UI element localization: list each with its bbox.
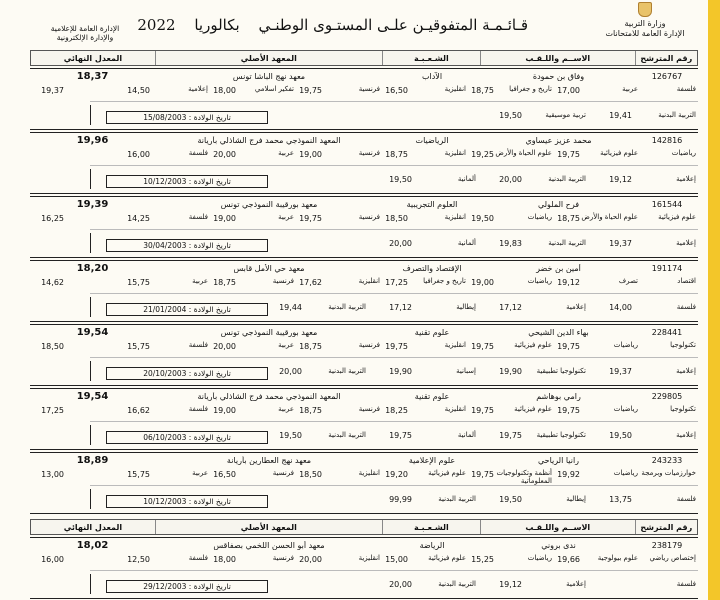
col-id: رقم المترشح <box>635 51 697 65</box>
row-divider <box>90 485 698 486</box>
subject-label: علوم فيزيائية <box>514 341 552 349</box>
subject-label: فرنسية <box>358 341 380 349</box>
subject-score: 19,12 <box>499 580 522 589</box>
birth-date: تاريخ الولادة : 06/10/2003 <box>106 431 268 444</box>
subject-label: عربية <box>278 149 294 157</box>
subject-label: تربية موسيقية <box>545 111 586 119</box>
subject-score: 18,50 <box>385 214 408 223</box>
student-branch: الرياضيات <box>415 135 449 145</box>
student-summary-row <box>30 197 698 211</box>
col-branch: الشـعـبـة <box>382 51 480 65</box>
subject-label: التربية البدنية <box>328 431 366 439</box>
subject-label: انقليزية <box>358 277 380 285</box>
subject-label: تكنولوجيا تطبيقية <box>536 367 586 375</box>
subject-score: 19,92 <box>557 470 580 479</box>
student-id: 126767 <box>651 71 683 81</box>
directorate-name: الإدارة العامة للامتحانات <box>605 29 685 38</box>
row-divider <box>90 165 698 166</box>
subject-label: فرنسية <box>358 213 380 221</box>
col-school: المعهد الأصلي <box>155 520 382 534</box>
student-branch: العلوم التجريبية <box>406 199 458 209</box>
subject-score: 19,00 <box>471 278 494 287</box>
subject-score: 19,20 <box>385 470 408 479</box>
subject-score: 12,50 <box>127 555 150 564</box>
subject-label: عربية <box>278 405 294 413</box>
exam-year: 2022 <box>137 16 176 34</box>
subject-score: 20,00 <box>389 580 412 589</box>
subject-label: فرنسية <box>358 149 380 157</box>
subject-label: التربية البدنية <box>328 367 366 375</box>
subject-label: فلسفة <box>188 213 208 221</box>
student-summary-row <box>30 453 698 467</box>
subject-label: علوم فيزيائية <box>658 213 696 221</box>
left-dept-line-2: والإدارة الإلكترونية <box>56 33 114 42</box>
student-branch: الإقتصاد والتصرف <box>402 263 462 273</box>
subject-label: فلسفة <box>188 554 208 562</box>
subject-score: 19,66 <box>557 555 580 564</box>
subject-score: 19,90 <box>389 367 412 376</box>
subject-label: انقليزية <box>444 341 466 349</box>
subject-label: علوم بيولوجية <box>597 554 638 562</box>
birth-date: تاريخ الولادة : 29/12/2003 <box>106 580 268 593</box>
subject-label: إعلامية <box>676 431 696 439</box>
subject-score: 19,00 <box>213 406 236 415</box>
subject-score: 19,75 <box>471 406 494 415</box>
grades-block <box>30 275 698 321</box>
student-record <box>30 452 698 514</box>
subject-label: انقليزية <box>358 554 380 562</box>
subject-score: 15,75 <box>127 278 150 287</box>
subject-label: فرنسية <box>358 85 380 93</box>
student-school: معهد بورقيبة النموذجي تونس <box>220 327 318 337</box>
subject-score: 19,75 <box>299 214 322 223</box>
subject-label: فلسفة <box>676 303 696 311</box>
subject-label: رياضيات <box>527 213 552 221</box>
subject-label: رياضيات <box>613 341 638 349</box>
subject-score: 19,50 <box>279 431 302 440</box>
subject-score: 16,62 <box>127 406 150 415</box>
subject-label: فرنسية <box>358 405 380 413</box>
subject-label: إسبانية <box>456 367 476 375</box>
subject-score: 15,25 <box>471 555 494 564</box>
subject-label: علوم فيزيائية <box>428 469 466 477</box>
subject-label: ألمانية <box>457 431 476 439</box>
subject-label: عربية <box>278 341 294 349</box>
subject-label: تكنولوجيا <box>670 341 696 349</box>
subject-score: 15,75 <box>127 470 150 479</box>
subject-score: 17,25 <box>385 278 408 287</box>
subject-score: 19,75 <box>471 470 494 479</box>
ministry-name: وزارة التربية <box>624 19 666 28</box>
subject-label: فلسفة <box>676 85 696 93</box>
subject-score: 18,75 <box>471 86 494 95</box>
subject-label: فرنسية <box>272 554 294 562</box>
subject-label: انقليزية <box>444 149 466 157</box>
title-text: قـائـمـة المتفوقيـن علـى المستـوى الوطنـي <box>258 16 528 34</box>
subject-score: 17,00 <box>557 86 580 95</box>
subject-label: أنظمة وتكنولوجيات المعلوماتية <box>496 469 552 485</box>
subject-score: 19,75 <box>557 342 580 351</box>
student-average: 18,37 <box>76 70 109 82</box>
subject-score: 19,75 <box>557 406 580 415</box>
student-name: فرح الملولي <box>537 199 580 209</box>
subject-label: فرنسية <box>272 469 294 477</box>
subject-label: رياضيات <box>671 149 696 157</box>
col-name: الاســم واللـقـب <box>480 51 635 65</box>
subject-score: 19,75 <box>385 342 408 351</box>
student-branch: الآداب <box>421 71 443 81</box>
subject-score: 16,50 <box>213 470 236 479</box>
subject-label: التربية البدنية <box>548 175 586 183</box>
student-name: ندى بروني <box>541 540 576 550</box>
row-divider <box>90 357 698 358</box>
subject-score: 16,00 <box>41 555 64 564</box>
subject-score: 14,50 <box>127 86 150 95</box>
student-branch: علوم الإعلامية <box>408 455 456 465</box>
student-id: 243233 <box>651 455 683 465</box>
column-header <box>30 50 698 66</box>
grades-block <box>30 339 698 385</box>
row-divider <box>90 229 698 230</box>
subject-score: 19,37 <box>609 239 632 248</box>
student-record <box>30 260 698 322</box>
subject-score: 16,00 <box>127 150 150 159</box>
left-department <box>30 24 140 42</box>
subject-score: 19,75 <box>389 431 412 440</box>
student-name: رانيا الرياحي <box>537 455 580 465</box>
subject-score: 13,00 <box>41 470 64 479</box>
subject-score: 19,90 <box>499 367 522 376</box>
students-list-a <box>30 68 698 514</box>
col-branch: الشـعـبـة <box>382 520 480 534</box>
subject-score: 20,00 <box>213 150 236 159</box>
subject-score: 14,00 <box>609 303 632 312</box>
subject-score: 19,50 <box>499 111 522 120</box>
subject-score: 19,75 <box>557 150 580 159</box>
student-summary-row <box>30 325 698 339</box>
subject-score: 20,00 <box>499 175 522 184</box>
subject-score: 19,37 <box>609 367 632 376</box>
subject-label: فلسفة <box>188 405 208 413</box>
subject-label: إعلامية <box>566 580 586 588</box>
student-summary-row <box>30 261 698 275</box>
bracket-line <box>90 297 91 317</box>
student-record <box>30 537 698 599</box>
student-name: محمد عزيز عيساوي <box>525 135 592 145</box>
subject-score: 18,25 <box>385 406 408 415</box>
student-name: أمين بن خضر <box>536 263 581 273</box>
subject-label: إعلامية <box>676 239 696 247</box>
student-record <box>30 132 698 194</box>
subject-label: عربية <box>278 213 294 221</box>
subject-score: 19,50 <box>471 214 494 223</box>
subject-score: 20,00 <box>389 239 412 248</box>
subject-score: 18,50 <box>299 470 322 479</box>
student-summary-row <box>30 389 698 403</box>
row-divider <box>90 101 698 102</box>
grades-block <box>30 403 698 449</box>
student-record <box>30 388 698 450</box>
left-dept-line-1: الإدارة العامة للإعلامية <box>50 24 120 33</box>
subject-label: إيطالية <box>456 303 476 311</box>
birth-date: تاريخ الولادة : 10/12/2003 <box>106 175 268 188</box>
subject-label: تكنولوجيا تطبيقية <box>536 431 586 439</box>
subject-score: 13,75 <box>609 495 632 504</box>
subject-label: التربية البدنية <box>438 495 476 503</box>
student-id: 229805 <box>651 391 683 401</box>
subject-score: 18,50 <box>41 342 64 351</box>
subject-label: ألمانية <box>457 175 476 183</box>
bracket-line <box>90 105 91 125</box>
subject-label: رياضيات <box>527 554 552 562</box>
subject-label: انقليزية <box>444 85 466 93</box>
student-name: بهاء الدين الشيحي <box>528 327 589 337</box>
subject-score: 16,50 <box>385 86 408 95</box>
student-average: 19,39 <box>76 198 109 210</box>
subject-label: إيطالية <box>566 495 586 503</box>
student-id: 228441 <box>651 327 683 337</box>
student-average: 19,54 <box>76 390 109 402</box>
student-branch: علوم تقنية <box>414 327 450 337</box>
students-list-b <box>30 537 698 599</box>
subject-label: انقليزية <box>444 213 466 221</box>
student-summary-row <box>30 69 698 83</box>
subject-label: تاريخ و جغرافيا <box>423 277 466 285</box>
results-page <box>30 0 698 600</box>
subject-label: رياضيات <box>613 469 638 477</box>
bracket-line <box>90 169 91 189</box>
row-divider <box>90 421 698 422</box>
subject-label: علوم الحياة والأرض <box>495 149 552 157</box>
subject-label: إختصاص رياضي <box>649 554 696 562</box>
subject-score: 19,00 <box>213 214 236 223</box>
subject-label: ألمانية <box>457 239 476 247</box>
subject-score: 19,25 <box>471 150 494 159</box>
bracket-line <box>90 361 91 381</box>
subject-score: 99,99 <box>389 495 412 504</box>
subject-label: عربية <box>192 469 208 477</box>
subject-label: إعلامية <box>188 85 208 93</box>
row-divider <box>90 293 698 294</box>
student-id: 142816 <box>651 135 683 145</box>
subject-label: التربية البدنية <box>328 303 366 311</box>
subject-label: فلسفة <box>188 149 208 157</box>
subject-score: 15,75 <box>127 342 150 351</box>
subject-score: 19,44 <box>279 303 302 312</box>
subject-score: 19,00 <box>299 150 322 159</box>
bracket-line <box>90 574 91 594</box>
exam-name: بكالوريا <box>194 16 240 34</box>
student-average: 18,20 <box>76 262 109 274</box>
student-school: معهد نهج الباشا تونس <box>232 71 306 81</box>
bracket-line <box>90 233 91 253</box>
grades-block <box>30 211 698 257</box>
student-average: 18,89 <box>76 454 109 466</box>
subject-score: 19,50 <box>499 495 522 504</box>
subject-score: 20,00 <box>299 555 322 564</box>
subject-label: علوم فيزيائية <box>514 405 552 413</box>
subject-score: 19,75 <box>471 342 494 351</box>
subject-label: انقليزية <box>444 405 466 413</box>
bracket-line <box>90 489 91 509</box>
grades-block <box>30 467 698 513</box>
subject-score: 18,75 <box>385 150 408 159</box>
col-school: المعهد الأصلي <box>155 51 382 65</box>
subject-score: 20,00 <box>213 342 236 351</box>
subject-score: 17,12 <box>499 303 522 312</box>
birth-date: تاريخ الولادة : 15/08/2003 <box>106 111 268 124</box>
subject-label: اقتصاد <box>677 277 696 285</box>
student-school: معهد نهج العطارين بأريانة <box>226 455 312 465</box>
student-id: 191174 <box>651 263 683 273</box>
subject-score: 18,00 <box>213 555 236 564</box>
page-header <box>30 0 698 50</box>
student-name: وفاق بن حمودة <box>532 71 585 81</box>
birth-date: تاريخ الولادة : 21/01/2004 <box>106 303 268 316</box>
subject-score: 19,37 <box>41 86 64 95</box>
subject-score: 19,75 <box>299 86 322 95</box>
subject-score: 16,25 <box>41 214 64 223</box>
row-divider <box>90 570 698 571</box>
subject-label: تاريخ و جغرافيا <box>509 85 552 93</box>
student-record <box>30 68 698 130</box>
student-school: المعهد النموذجي محمد فرج الشاذلي بأريانة <box>197 391 341 401</box>
subject-label: عربية <box>192 277 208 285</box>
subject-score: 19,83 <box>499 239 522 248</box>
birth-date: تاريخ الولادة : 20/10/2003 <box>106 367 268 380</box>
col-avg: المعدل النهائي <box>63 522 123 532</box>
subject-label: فلسفة <box>188 341 208 349</box>
birth-date: تاريخ الولادة : 10/12/2003 <box>106 495 268 508</box>
subject-score: 17,62 <box>299 278 322 287</box>
student-average: 19,54 <box>76 326 109 338</box>
subject-label: تكنولوجيا <box>670 405 696 413</box>
subject-score: 19,12 <box>609 175 632 184</box>
grades-block <box>30 147 698 193</box>
student-school: معهد حي الأمل قابس <box>233 263 305 273</box>
student-record <box>30 324 698 386</box>
ministry-block <box>590 2 700 39</box>
page-border-stripe <box>708 0 720 600</box>
student-id: 161544 <box>651 199 683 209</box>
subject-score: 18,75 <box>213 278 236 287</box>
subject-score: 19,50 <box>609 431 632 440</box>
subject-score: 20,00 <box>279 367 302 376</box>
grades-block <box>30 552 698 598</box>
subject-label: التربية البدنية <box>438 580 476 588</box>
student-summary-row <box>30 538 698 552</box>
subject-score: 15,00 <box>385 555 408 564</box>
student-name: رامي بوهاشم <box>536 391 581 401</box>
bracket-line <box>90 425 91 445</box>
birth-date: تاريخ الولادة : 30/04/2003 <box>106 239 268 252</box>
student-school: معهد أبو الحسن اللخمي بصفاقس <box>213 540 325 550</box>
subject-label: فرنسية <box>272 277 294 285</box>
subject-label: فلسفة <box>676 580 696 588</box>
subject-label: إعلامية <box>676 367 696 375</box>
subject-label: إعلامية <box>566 303 586 311</box>
student-school: معهد بورقيبة النموذجي تونس <box>220 199 318 209</box>
subject-label: تفكير اسلامي <box>254 85 294 93</box>
subject-label: تصرف <box>618 277 638 285</box>
subject-score: 14,62 <box>41 278 64 287</box>
subject-score: 19,50 <box>389 175 412 184</box>
student-average: 19,96 <box>76 134 109 146</box>
student-school: المعهد النموذجي محمد فرج الشاذلي بأريانة <box>197 135 341 145</box>
subject-label: فلسفة <box>676 495 696 503</box>
col-avg: المعدل النهائي <box>63 53 123 63</box>
subject-label: علوم فيزيائية <box>600 149 638 157</box>
subject-label: إعلامية <box>676 175 696 183</box>
subject-label: رياضيات <box>613 405 638 413</box>
student-record <box>30 196 698 258</box>
student-average: 18,02 <box>76 539 109 551</box>
col-id: رقم المترشح <box>635 520 697 534</box>
student-id: 238179 <box>651 540 683 550</box>
subject-label: التربية البدنية <box>548 239 586 247</box>
student-branch: الرياضة <box>419 540 445 550</box>
column-header-2 <box>30 519 698 535</box>
subject-score: 18,75 <box>299 342 322 351</box>
subject-score: 18,75 <box>557 214 580 223</box>
subject-label: خوارزميات وبرمجة <box>641 469 696 477</box>
subject-label: علوم فيزيائية <box>428 554 466 562</box>
page-title <box>123 16 528 34</box>
grades-block <box>30 83 698 129</box>
subject-label: عربية <box>622 85 638 93</box>
subject-score: 19,75 <box>499 431 522 440</box>
subject-score: 17,25 <box>41 406 64 415</box>
subject-score: 19,41 <box>609 111 632 120</box>
subject-score: 18,00 <box>213 86 236 95</box>
subject-score: 18,75 <box>299 406 322 415</box>
subject-score: 14,25 <box>127 214 150 223</box>
student-branch: علوم تقنية <box>414 391 450 401</box>
subject-score: 17,12 <box>389 303 412 312</box>
ministry-emblem-icon <box>638 2 652 17</box>
subject-score: 19,12 <box>557 278 580 287</box>
col-name: الاســم واللـقـب <box>480 520 635 534</box>
subject-label: التربية البدنية <box>658 111 696 119</box>
subject-label: رياضيات <box>527 277 552 285</box>
subject-label: انقليزية <box>358 469 380 477</box>
student-summary-row <box>30 133 698 147</box>
subject-label: علوم الحياة والأرض <box>581 213 638 221</box>
